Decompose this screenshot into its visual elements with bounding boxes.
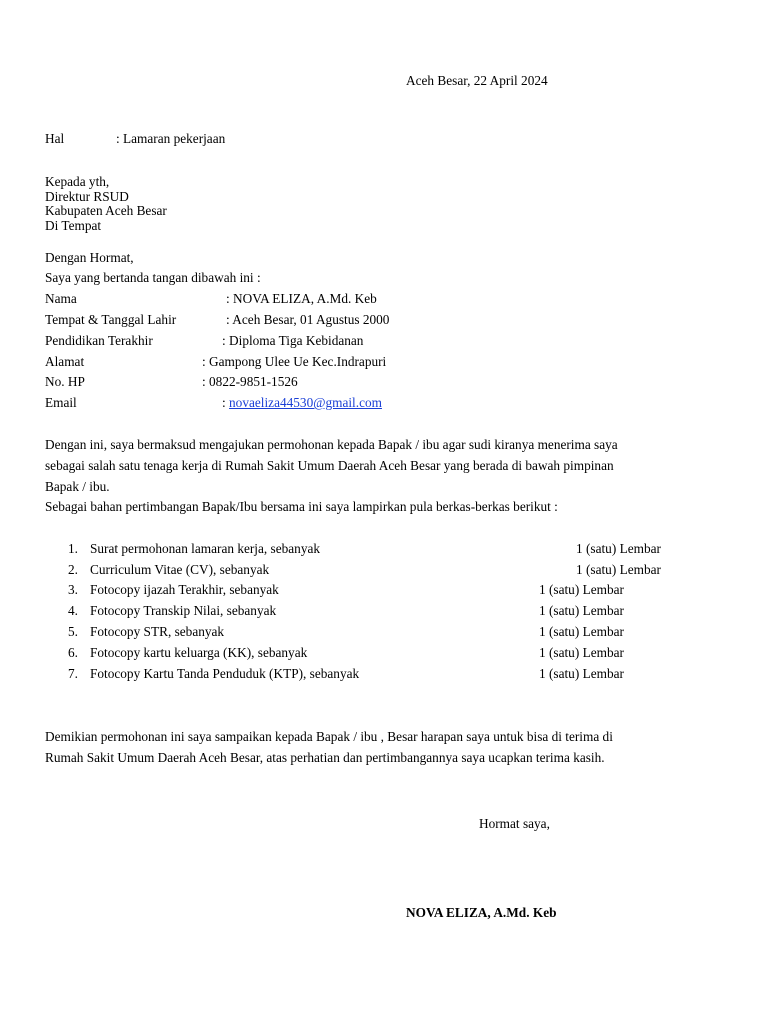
identity-label-birth: Tempat & Tanggal Lahir — [45, 312, 177, 327]
attachment-number: 7. — [68, 666, 78, 681]
intro-text: Saya yang bertanda tangan dibawah ini : — [45, 270, 261, 285]
recipient-line: Kabupaten Aceh Besar — [45, 203, 167, 218]
letter-date: Aceh Besar, 22 April 2024 — [406, 73, 548, 88]
attachment-item: Fotocopy STR, sebanyak — [90, 624, 225, 639]
identity-value-birth: : Aceh Besar, 01 Agustus 2000 — [226, 312, 390, 327]
attachment-number: 6. — [68, 645, 78, 660]
attachment-number: 2. — [68, 562, 78, 577]
attachment-item: Surat permohonan lamaran kerja, sebanyak — [90, 541, 321, 556]
identity-label-name: Nama — [45, 291, 77, 306]
attachment-item: Curriculum Vitae (CV), sebanyak — [90, 562, 270, 577]
signoff: Hormat saya, — [479, 816, 550, 831]
attachment-qty: 1 (satu) Lembar — [576, 541, 661, 556]
body-line: sebagai salah satu tenaga kerja di Rumah Sakit Umum Daerah Aceh Besar yang berada di bawah pimpinan — [45, 458, 614, 473]
attachment-qty: 1 (satu) Lembar — [539, 582, 624, 597]
email-colon: : — [222, 395, 230, 410]
identity-value-address: : Gampong Ulee Ue Kec.Indrapuri — [202, 354, 387, 369]
identity-label-email: Email — [45, 395, 77, 410]
attachment-item: Fotocopy Transkip Nilai, sebanyak — [90, 603, 277, 618]
identity-email-row — [222, 396, 382, 409]
subject-label: Hal — [45, 131, 65, 146]
identity-label-phone: No. HP — [45, 374, 85, 389]
attachment-qty: 1 (satu) Lembar — [539, 624, 624, 639]
body-line: Sebagai bahan pertimbangan Bapak/Ibu bersama ini saya lampirkan pula berkas-berkas berikut : — [45, 499, 558, 514]
recipient-line: Di Tempat — [45, 218, 102, 233]
body-line: Bapak / ibu. — [45, 479, 110, 494]
recipient-line: Kepada yth, — [45, 174, 110, 189]
attachment-qty: 1 (satu) Lembar — [539, 666, 624, 681]
attachment-number: 1. — [68, 541, 78, 556]
closing-line: Demikian permohonan ini saya sampaikan kepada Bapak / ibu , Besar harapan saya untuk bisa di terima di — [45, 729, 613, 744]
email-link[interactable]: novaeliza44530@gmail.com — [229, 395, 382, 410]
recipient-line: Direktur RSUD — [45, 189, 129, 204]
signature-name: NOVA ELIZA, A.Md. Keb — [406, 905, 557, 920]
closing-line: Rumah Sakit Umum Daerah Aceh Besar, atas perhatian dan pertimbangannya saya ucapkan terima kasih. — [45, 750, 605, 765]
attachment-number: 5. — [68, 624, 78, 639]
identity-value-phone: : 0822-9851-1526 — [202, 374, 298, 389]
attachment-qty: 1 (satu) Lembar — [539, 645, 624, 660]
attachment-item: Fotocopy Kartu Tanda Penduduk (KTP), sebanyak — [90, 666, 360, 681]
attachment-qty: 1 (satu) Lembar — [576, 562, 661, 577]
identity-label-education: Pendidikan Terakhir — [45, 333, 153, 348]
attachment-qty: 1 (satu) Lembar — [539, 603, 624, 618]
attachment-item: Fotocopy kartu keluarga (KK), sebanyak — [90, 645, 308, 660]
identity-value-name: : NOVA ELIZA, A.Md. Keb — [226, 291, 377, 306]
attachment-item: Fotocopy ijazah Terakhir, sebanyak — [90, 582, 279, 597]
subject-value: : Lamaran pekerjaan — [116, 131, 226, 146]
attachment-number: 4. — [68, 603, 78, 618]
body-line: Dengan ini, saya bermaksud mengajukan permohonan kepada Bapak / ibu agar sudi kiranya menerima saya — [45, 437, 618, 452]
greeting: Dengan Hormat, — [45, 250, 134, 265]
identity-value-education: : Diploma Tiga Kebidanan — [222, 333, 364, 348]
attachment-number: 3. — [68, 582, 78, 597]
identity-label-address: Alamat — [45, 354, 85, 369]
